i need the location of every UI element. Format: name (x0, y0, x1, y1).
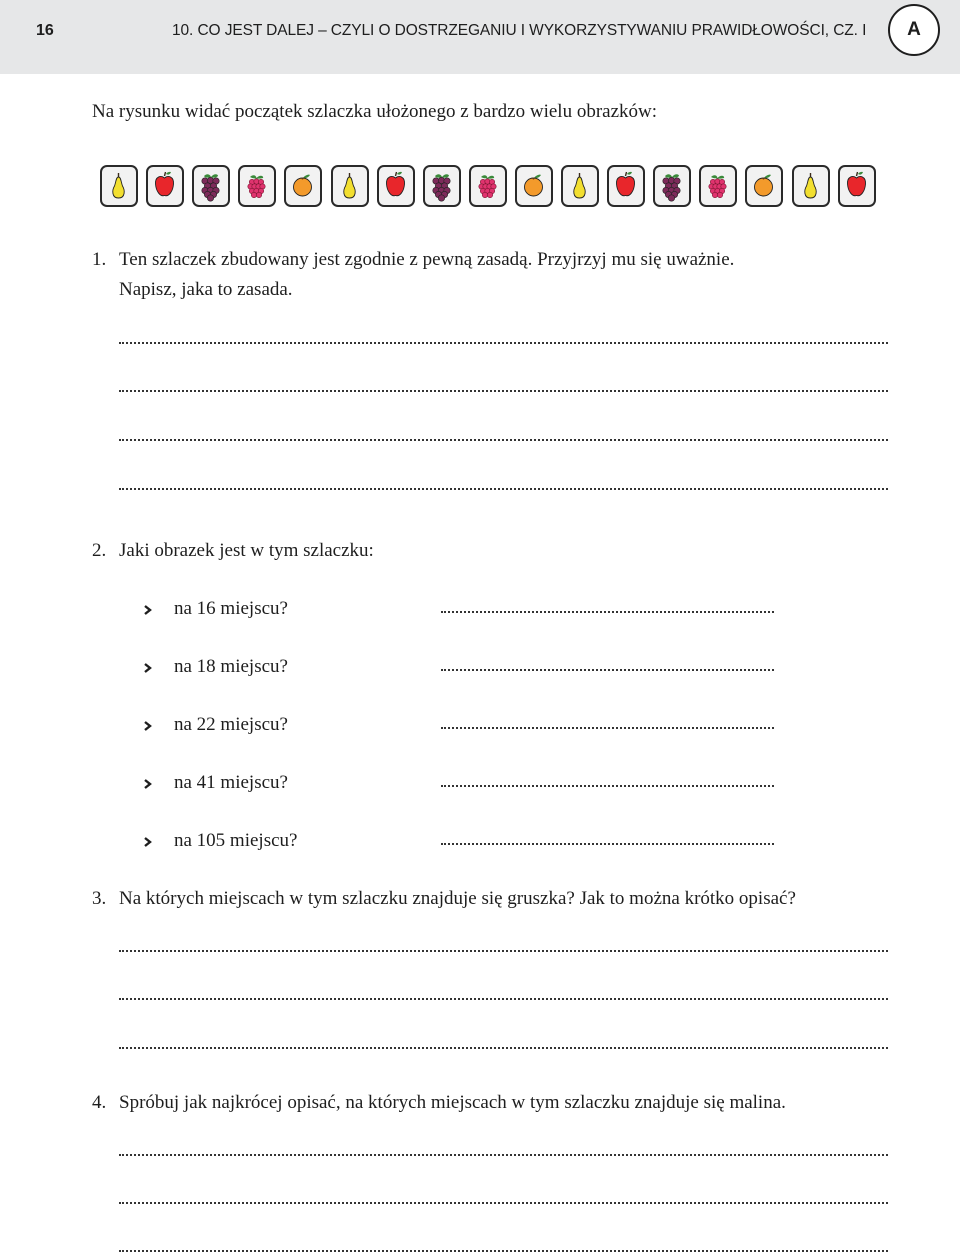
question-number: 1. (92, 249, 107, 270)
question-text: Ten szlaczek zbudowany jest zgodnie z pewną zasadą. Przyjrzyj mu się uważnie. (119, 249, 735, 270)
answer-line[interactable] (119, 1250, 888, 1252)
pattern-tile (284, 165, 322, 207)
chevron-right-icon (143, 605, 153, 615)
sub-question-label: na 105 miejscu? (174, 830, 298, 851)
chapter-title: 10. CO JEST DALEJ – CZYLI O DOSTRZEGANIU I WYKORZYSTYWANIU PRAWIDŁOWOŚCI, CZ. I (172, 22, 867, 39)
pattern-tile (146, 165, 184, 207)
answer-line[interactable] (441, 669, 774, 671)
answer-line[interactable] (119, 950, 888, 952)
page-header (0, 0, 960, 74)
pattern-tile (838, 165, 876, 207)
grapes-icon (425, 167, 458, 204)
fruit-pattern-strip (100, 165, 880, 209)
sub-question-label: na 18 miejscu? (174, 656, 288, 677)
chevron-right-icon (143, 663, 153, 673)
raspberry-icon (701, 167, 734, 204)
pattern-tile (423, 165, 461, 207)
pattern-tile (331, 165, 369, 207)
pattern-tile (469, 165, 507, 207)
pear-icon (563, 167, 596, 204)
question-number: 3. (92, 888, 107, 909)
pattern-tile (561, 165, 599, 207)
grapes-icon (655, 167, 688, 204)
intro-text: Na rysunku widać początek szlaczka ułożonego z bardzo wielu obrazków: (92, 101, 658, 122)
answer-line[interactable] (441, 727, 774, 729)
answer-line[interactable] (441, 611, 774, 613)
answer-line[interactable] (119, 1047, 888, 1049)
answer-line[interactable] (119, 439, 888, 441)
page-number: 16 (36, 22, 54, 39)
question-number: 4. (92, 1092, 107, 1113)
question-number: 2. (92, 540, 107, 561)
pattern-tile (377, 165, 415, 207)
answer-line[interactable] (119, 998, 888, 1000)
orange-icon (747, 167, 780, 204)
orange-icon (517, 167, 550, 204)
chevron-right-icon (143, 837, 153, 847)
apple-icon (840, 167, 873, 204)
pattern-tile (515, 165, 553, 207)
pattern-tile (792, 165, 830, 207)
grapes-icon (194, 167, 227, 204)
chevron-right-icon (143, 779, 153, 789)
pattern-tile (192, 165, 230, 207)
answer-line[interactable] (441, 843, 774, 845)
answer-line[interactable] (119, 488, 888, 490)
chevron-right-icon (143, 721, 153, 731)
pattern-tile (653, 165, 691, 207)
pattern-tile (699, 165, 737, 207)
raspberry-icon (471, 167, 504, 204)
raspberry-icon (240, 167, 273, 204)
level-badge: A (888, 4, 940, 56)
question-text: Napisz, jaka to zasada. (119, 279, 293, 300)
pattern-tile (100, 165, 138, 207)
orange-icon (286, 167, 319, 204)
answer-line[interactable] (119, 342, 888, 344)
pear-icon (333, 167, 366, 204)
pear-icon (102, 167, 135, 204)
answer-line[interactable] (119, 390, 888, 392)
pattern-tile (745, 165, 783, 207)
pear-icon (794, 167, 827, 204)
pattern-tile (238, 165, 276, 207)
answer-line[interactable] (119, 1154, 888, 1156)
sub-question-label: na 22 miejscu? (174, 714, 288, 735)
apple-icon (609, 167, 642, 204)
answer-line[interactable] (119, 1202, 888, 1204)
question-text: Spróbuj jak najkrócej opisać, na których miejscach w tym szlaczku znajduje się malina. (119, 1092, 786, 1113)
sub-question-label: na 16 miejscu? (174, 598, 288, 619)
question-text: Na których miejscach w tym szlaczku znajduje się gruszka? Jak to można krótko opisać? (119, 888, 796, 909)
pattern-tile (607, 165, 645, 207)
apple-icon (148, 167, 181, 204)
answer-line[interactable] (441, 785, 774, 787)
apple-icon (379, 167, 412, 204)
sub-question-label: na 41 miejscu? (174, 772, 288, 793)
question-text: Jaki obrazek jest w tym szlaczku: (119, 540, 374, 561)
